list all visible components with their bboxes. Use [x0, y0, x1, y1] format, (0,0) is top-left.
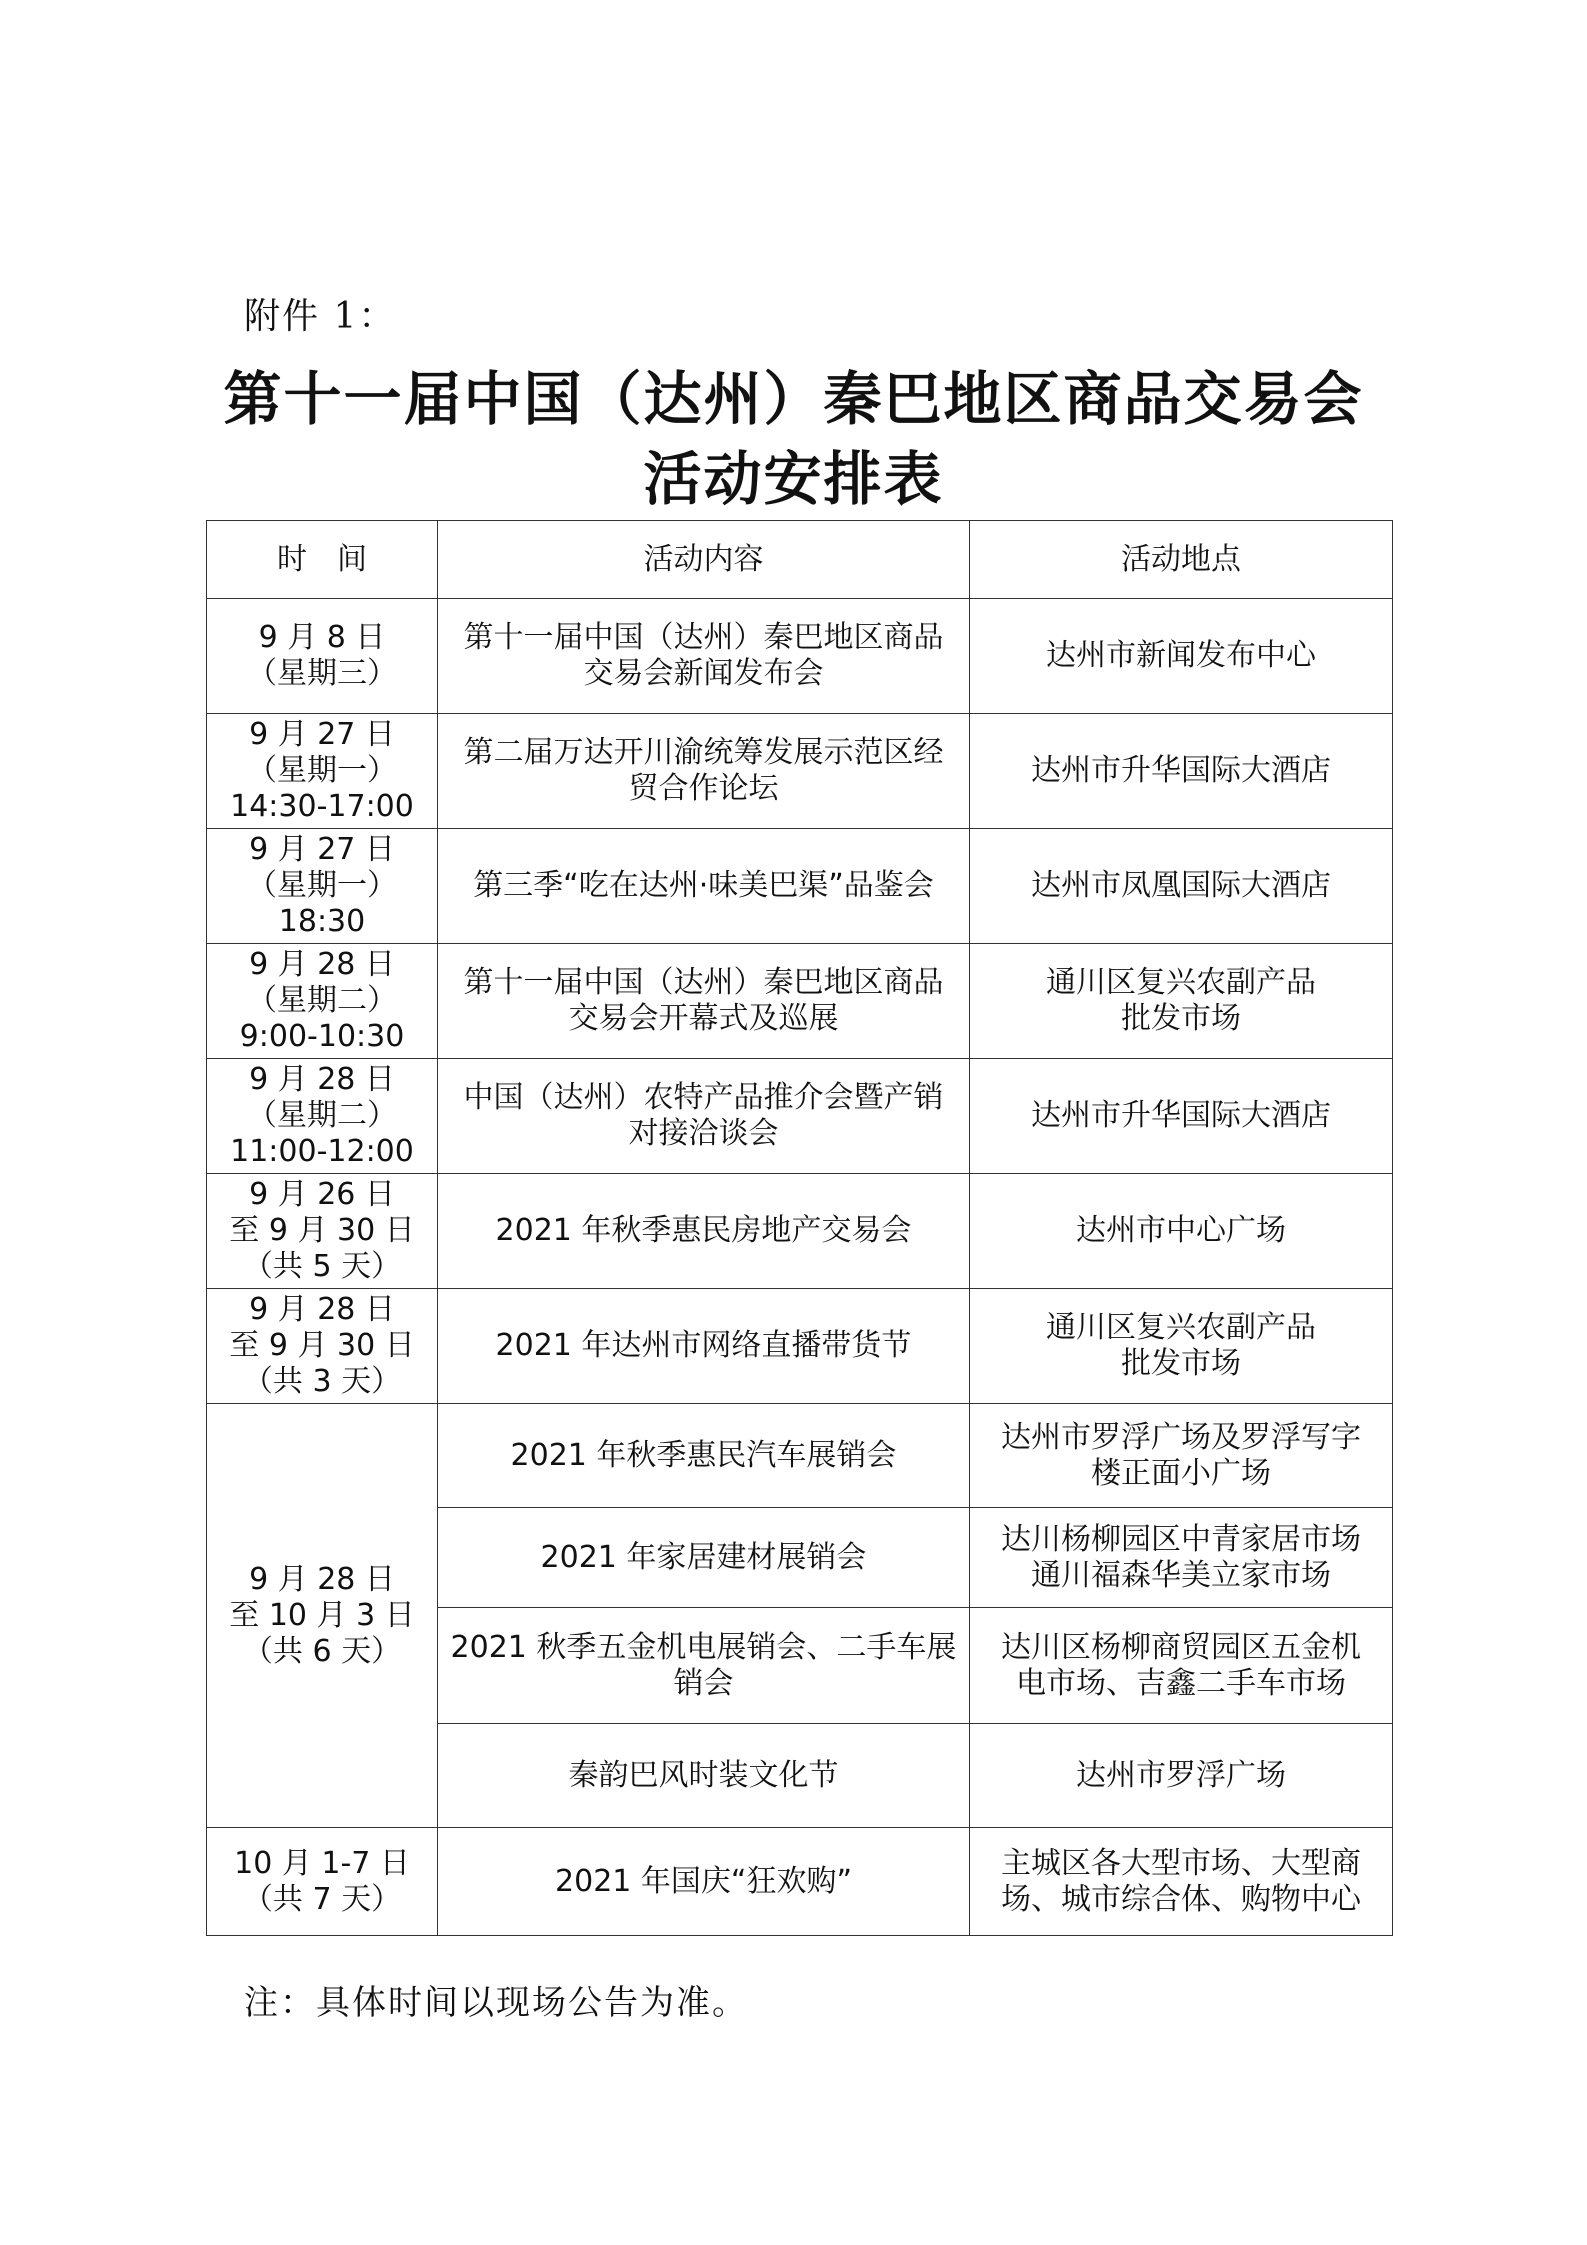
row-content: 2021 年国庆“狂欢购”: [438, 1828, 970, 1936]
row-location: 通川区复兴农副产品 批发市场: [970, 944, 1393, 1059]
header-time: 时 间: [207, 521, 438, 599]
table-header-row: [207, 521, 1393, 599]
table-row: [207, 1404, 1393, 1508]
row-content: 第十一届中国（达州）秦巴地区商品 交易会开幕式及巡展: [438, 944, 970, 1059]
group-time: 9 月 28 日 至 10 月 3 日 （共 6 天）: [207, 1404, 438, 1828]
row-content: 中国（达州）农特产品推介会暨产销 对接洽谈会: [438, 1059, 970, 1174]
row-content: 2021 年秋季惠民汽车展销会: [438, 1404, 970, 1508]
row-time: 9 月 28 日 至 9 月 30 日 （共 3 天）: [207, 1289, 438, 1404]
table-row: [207, 1289, 1393, 1404]
row-location: 达州市升华国际大酒店: [970, 1059, 1393, 1174]
footnote: 注：具体时间以现场公告为准。: [244, 1983, 748, 2023]
row-time: 9 月 27 日 （星期一） 18:30: [207, 829, 438, 944]
table-row: [207, 1174, 1393, 1289]
page-title: 第十一届中国（达州）秦巴地区商品交易会: [223, 365, 1364, 433]
header-location: 活动地点: [970, 521, 1393, 599]
row-location: 达川区杨柳商贸园区五金机 电市场、吉鑫二手车市场: [970, 1608, 1393, 1724]
table-row: [207, 829, 1393, 944]
row-location: 达川杨柳园区中青家居市场 通川福森华美立家市场: [970, 1508, 1393, 1608]
row-content: 2021 年达州市网络直播带货节: [438, 1289, 970, 1404]
table-row: [207, 1059, 1393, 1174]
row-location: 达州市新闻发布中心: [970, 599, 1393, 714]
row-content: 第二届万达开川渝统筹发展示范区经 贸合作论坛: [438, 714, 970, 829]
table-row: [207, 1828, 1393, 1936]
row-location: 达州市罗浮广场及罗浮写字 楼正面小广场: [970, 1404, 1393, 1508]
row-location: 达州市升华国际大酒店: [970, 714, 1393, 829]
row-location: 主城区各大型市场、大型商 场、城市综合体、购物中心: [970, 1828, 1393, 1936]
row-content: 秦韵巴风时装文化节: [438, 1724, 970, 1828]
row-content: 2021 年秋季惠民房地产交易会: [438, 1174, 970, 1289]
attachment-label: 附件 1：: [244, 296, 397, 337]
row-location: 通川区复兴农副产品 批发市场: [970, 1289, 1393, 1404]
row-time: 9 月 28 日 （星期二） 9:00-10:30: [207, 944, 438, 1059]
row-location: 达州市中心广场: [970, 1174, 1393, 1289]
row-content: 第三季“吃在达州·味美巴渠”品鉴会: [438, 829, 970, 944]
row-time: 10 月 1-7 日 （共 7 天）: [207, 1828, 438, 1936]
table-row: [207, 599, 1393, 714]
header-content: 活动内容: [438, 521, 970, 599]
row-time: 9 月 8 日 （星期三）: [207, 599, 438, 714]
table-row: [207, 944, 1393, 1059]
row-location: 达州市罗浮广场: [970, 1724, 1393, 1828]
row-content: 2021 秋季五金机电展销会、二手车展 销会: [438, 1608, 970, 1724]
row-location: 达州市凤凰国际大酒店: [970, 829, 1393, 944]
table-row: [207, 714, 1393, 829]
schedule-table: [206, 520, 1393, 1936]
row-time: 9 月 27 日 （星期一） 14:30-17:00: [207, 714, 438, 829]
row-time: 9 月 26 日 至 9 月 30 日 （共 5 天）: [207, 1174, 438, 1289]
row-content: 2021 年家居建材展销会: [438, 1508, 970, 1608]
row-content: 第十一届中国（达州）秦巴地区商品 交易会新闻发布会: [438, 599, 970, 714]
row-time: 9 月 28 日 （星期二） 11:00-12:00: [207, 1059, 438, 1174]
page-subtitle: 活动安排表: [643, 445, 944, 513]
